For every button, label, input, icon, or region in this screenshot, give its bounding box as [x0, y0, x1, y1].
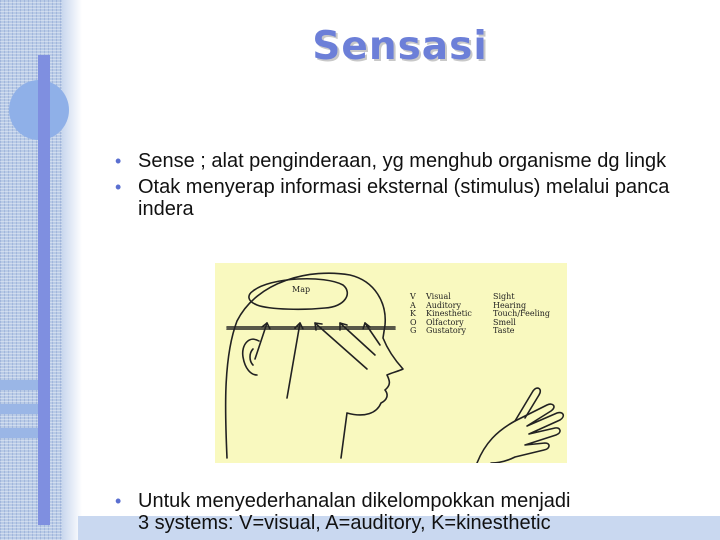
bullet-dot: • — [115, 177, 122, 197]
bullet-item — [112, 176, 702, 220]
bullet-text-line-2: 3 systems: V=visual, A=auditory, K=kinesthetic — [138, 512, 551, 534]
bullet-dot: • — [115, 491, 122, 511]
side-stripe — [0, 380, 38, 390]
map-label: Map — [292, 285, 311, 294]
side-stripe — [0, 428, 38, 438]
slide-title: Sensasi — [312, 24, 488, 69]
bullet-text: Sense ; alat penginderaan, yg menghub organisme dg lingk — [138, 150, 667, 172]
bullet-text: Otak menyerap informasi eksternal (stimulus) melalui panca indera — [138, 176, 670, 220]
side-stripe — [0, 404, 38, 414]
side-fade — [62, 0, 82, 540]
legend-system: Kinesthetic — [426, 309, 472, 319]
legend-sense: Taste — [493, 326, 515, 336]
legend-sense: Smell — [493, 317, 516, 327]
legend-system: Auditory — [426, 300, 461, 310]
bullet-dot: • — [115, 151, 122, 171]
bullet-item — [112, 150, 702, 172]
legend-sense: Touch/Feeling — [493, 309, 550, 319]
legend-letter: A — [410, 300, 416, 310]
side-bar-decoration — [38, 55, 50, 525]
legend-sense: Sight — [493, 292, 515, 301]
legend-letter: O — [410, 317, 417, 327]
bullet-item-bottom — [112, 490, 720, 534]
vakog-legend — [410, 293, 550, 336]
legend-letter: K — [410, 309, 416, 319]
legend-row — [410, 327, 550, 336]
legend-system: Gustatory — [426, 326, 467, 336]
legend-sense: Hearing — [493, 300, 527, 310]
legend-system: Visual — [426, 292, 451, 301]
sensory-systems-figure — [215, 263, 567, 463]
bullet-list — [112, 150, 702, 224]
legend-letter: G — [410, 326, 417, 336]
legend-letter: V — [410, 292, 416, 301]
bullet-text-line-1: Untuk menyederhanalan dikelompokkan menjadi — [138, 490, 571, 512]
legend-system: Olfactory — [426, 317, 464, 327]
